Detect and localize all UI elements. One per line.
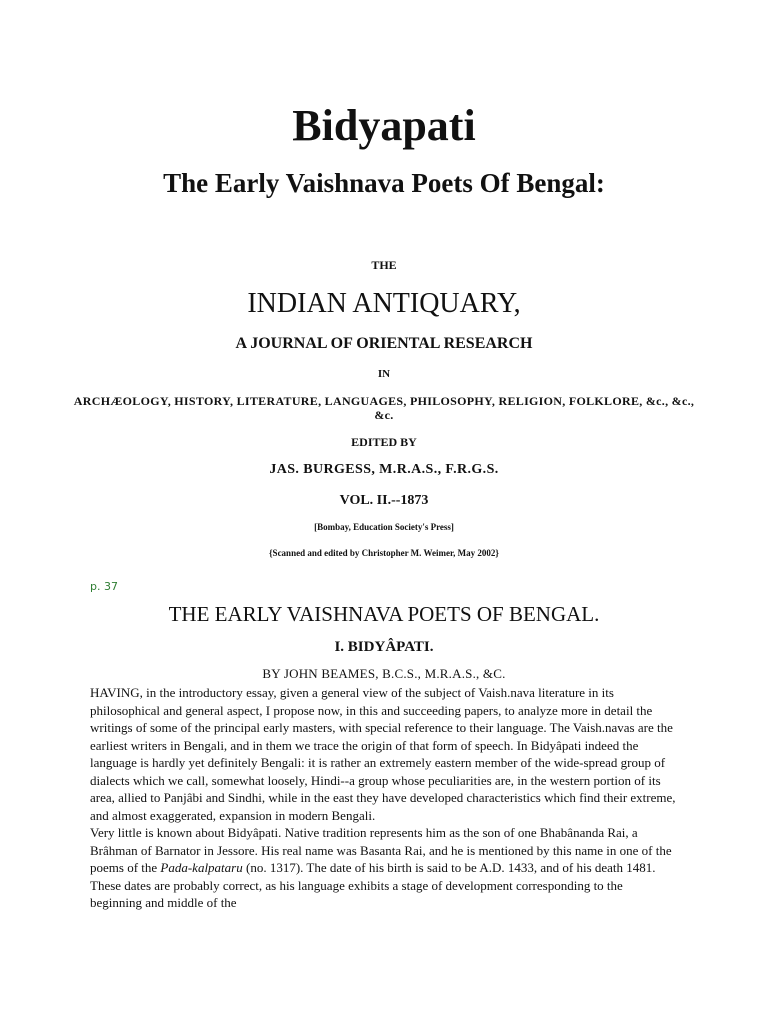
paragraph-2-text-b: (no. 1317). The date of his birth is said to be A.D. 1433, and of his death 1481. These dates are probably correct, as his language exhibits a stage of development corresponding to the beginning and middle of the xyxy=(90,860,656,910)
paragraph-2 xyxy=(90,824,678,912)
scan-note: {Scanned and edited by Christopher M. Weimer, May 2002} xyxy=(269,548,499,558)
journal-name: INDIAN ANTIQUARY, xyxy=(247,288,521,319)
paragraph-1: HAVING, in the introductory essay, given a general view of the subject of Vaish.nava literature in its philosophical and general aspect, I propose now, in this and succeeding papers, to analyze more in detail the writings of some of the principal early masters, with special reference to their language. The Vaish.navas are the earliest writers in Bengali, and in them we trace the origin of that form of speech. In Bidyâpati indeed the language is hardly yet definitely Bengali: it is rather an extremely eastern member of the wide-spread group of dialects which we call, somewhat loosely, Hindi--a group whose peculiarities are, in the western portion of its area, allied to Panjâbi and Sindhi, while in the east they have developed characteristics which find their extreme, and almost exaggerated, expansion in modern Bengali. xyxy=(90,685,676,823)
page-number-link[interactable]: p. 37 xyxy=(90,580,118,593)
journal-subjects: ARCHÆOLOGY, HISTORY, LITERATURE, LANGUAGES, PHILOSOPHY, RELIGION, FOLKLORE, &c., &c., &c. xyxy=(73,394,695,422)
article-part-heading: I. BIDYÂPATI. xyxy=(334,639,434,655)
article-byline: BY JOHN BEAMES, B.C.S., M.R.A.S., &C. xyxy=(262,666,506,681)
volume-info: VOL. II.--1873 xyxy=(339,493,429,508)
journal-tagline: A JOURNAL OF ORIENTAL RESEARCH xyxy=(235,335,533,352)
journal-in: IN xyxy=(377,368,391,380)
editor-name: JAS. BURGESS, M.R.A.S., F.R.G.S. xyxy=(269,462,499,477)
paragraph-2-text-a: Very little is known about Bidyâpati. Native tradition represents him as the son of one Bhabânanda Rai, a Brâhman of Barnator in Jessore. His real name was Basanta Rai, and he is mentioned by this name in one of the poems of the xyxy=(90,825,672,875)
article-body xyxy=(90,684,678,912)
paragraph-2-title-italic: Pada-kalpataru xyxy=(160,860,243,875)
journal-article-word: THE xyxy=(371,258,397,272)
article-title: THE EARLY VAISHNAVA POETS OF BENGAL. xyxy=(168,602,600,626)
page-subtitle: The Early Vaishnava Poets Of Bengal: xyxy=(163,168,605,198)
edited-by-label: EDITED BY xyxy=(351,435,417,449)
press-note: [Bombay, Education Society's Press] xyxy=(314,522,454,532)
page-title: Bidyapati xyxy=(292,101,476,150)
